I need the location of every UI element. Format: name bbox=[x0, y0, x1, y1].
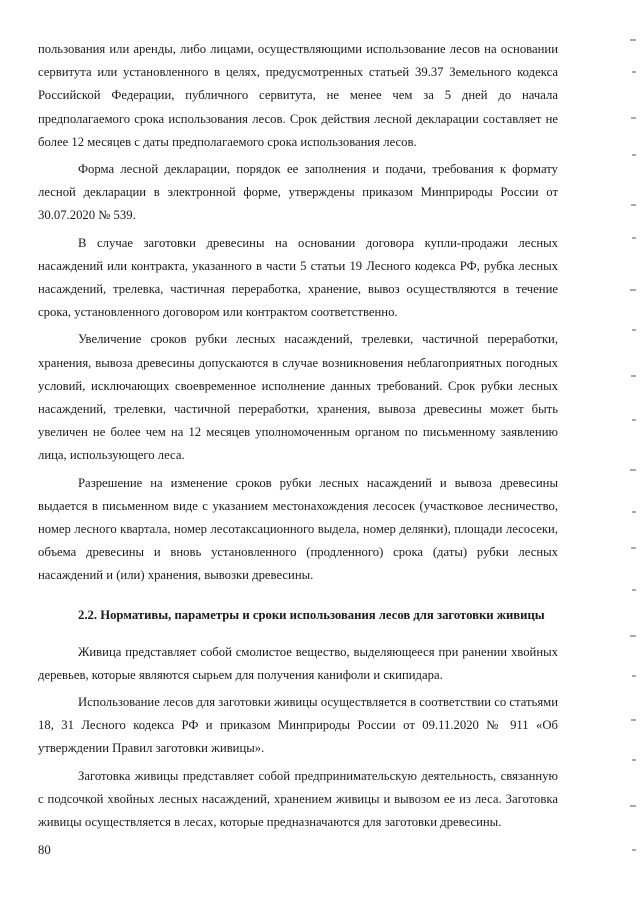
paragraph-resin-definition: Живица представляет собой смолистое вещество, выделяющееся при ранении хвойных деревьев, которые являются сырьем для получения канифоли и скипидара. bbox=[38, 644, 558, 682]
paragraph-timber-contract: В случае заготовки древесины на основании договора купли-продажи лесных насаждений или контракта, указанного в части 5 статьи 19 Лесного кодекса РФ, рубка лесных насаждений, трелевка, частичная переработка, хранение, вывоз осуществляются в течение срока, установленного договором или контрактом соответственно. bbox=[38, 235, 558, 320]
document-page bbox=[38, 38, 558, 838]
paragraph-resin-legal-basis: Использование лесов для заготовки живицы осуществляется в соответствии со статьями 18, 31 Лесного кодекса РФ и приказом Минприроды России от 09.11.2020 № 911 «Об утверждении Правил заготовки живицы». bbox=[38, 695, 558, 756]
paragraph-permit: Разрешение на изменение сроков рубки лесных насаждений и вывоза древесины выдается в письменном виде с указанием местонахождения лесосек (участковое лесничество, номер лесного квартала, номер лесотаксационного выдела, номер делянки), площади лесосеки, объема древесины и вновь установленного (продленного) срока (даты) рубки лесных насаждений и (или) хранения, вывозки древесины. bbox=[38, 475, 558, 583]
scan-edge-marks bbox=[620, 0, 640, 905]
paragraph-resin-activity: Заготовка живицы представляет собой предпринимательскую деятельность, связанную с подсочкой хвойных лесных насаждений, хранением живицы и вывозом ее из леса. Заготовка живицы осуществляется в лесах, которые предназначаются для заготовки древесины. bbox=[38, 768, 558, 830]
paragraph-continuation: пользования или аренды, либо лицами, осуществляющими использование лесов на основании сервитута или установленного в целях, предусмотренных статьей 39.37 Земельного кодекса Российской Федерации, публичного сервитута, не менее чем за 5 дней до начала предполагаемого срока использования лесов. Срок действия лесной декларации составляет не более 12 месяцев с даты предполагаемого срока использования лесов. bbox=[38, 42, 558, 149]
paragraph-term-extension: Увеличение сроков рубки лесных насаждений, трелевки, частичной переработки, хранения, вывоза древесины допускаются в случае возникновения неблагоприятных погодных условий, исключающих своевременное исполнение данных требований. Срок рубки лесных насаждений, трелевки, частичной переработки, хранения, вывоза древесины может быть увеличен не более чем на 12 месяцев уполномоченным органом по письменному заявлению лица, использующего леса. bbox=[38, 332, 558, 463]
page-number: 80 bbox=[38, 843, 51, 857]
paragraph-declaration-form: Форма лесной декларации, порядок ее заполнения и подачи, требования к формату лесной декларации в электронной форме, утверждены приказом Минприроды России от 30.07.2020 № 539. bbox=[38, 162, 558, 223]
section-heading: 2.2. Нормативы, параметры и сроки использования лесов для заготовки живицы bbox=[78, 607, 545, 622]
